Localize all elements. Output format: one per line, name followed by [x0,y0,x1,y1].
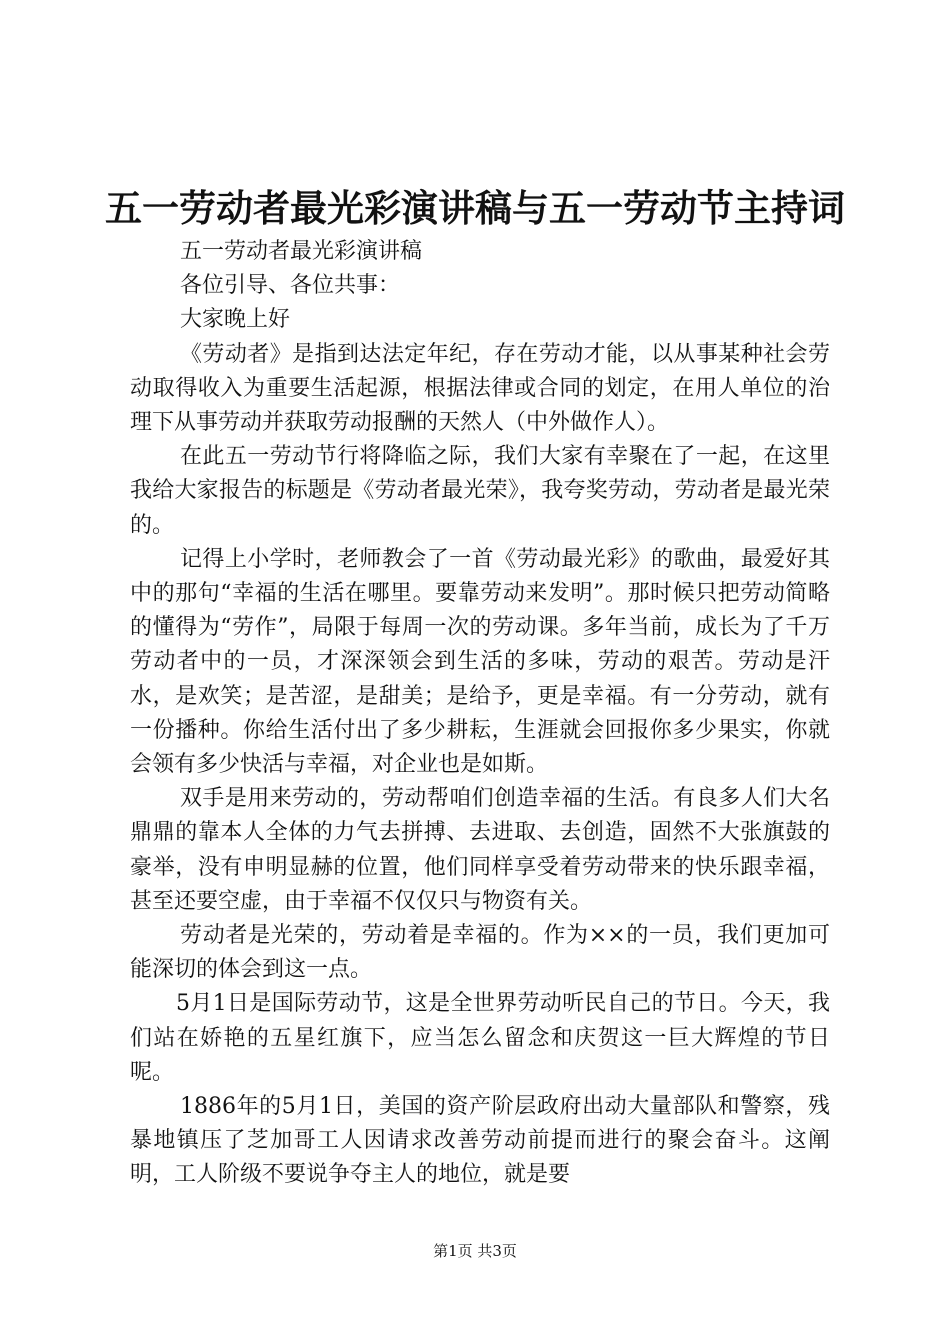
page-title: 五一劳动者最光彩演讲稿与五一劳动节主持词 [105,186,845,230]
paragraph-hands: 双手是用来劳动的，劳动帮咱们创造幸福的生活。有良多人们大名鼎鼎的靠本人全体的力气去拼搏、去进取、去创造，固然不大张旗鼓的豪举，没有申明显赫的位置，他们同样享受着劳动带来的快乐跟幸福，甚至还要空虚，由于幸福不仅仅只与物资有关。 [130,786,830,914]
paragraph-definition: 《劳动者》是指到达法定年纪，存在劳动才能，以从事某种社会劳动取得收入为重要生活起源，根据法律或合同的划定，在用人单位的治理下从事劳动并获取劳动报酬的天然人（中外做作人）。 [130,341,830,436]
paragraph-subtitle: 五一劳动者最光彩演讲稿 [180,239,423,264]
page-number: 第1页 共3页 [433,1242,517,1260]
paragraph-intro: 在此五一劳动节行将降临之际，我们大家有幸聚在了一起，在这里我给大家报告的标题是《劳动者最光荣》，我夸奖劳动，劳动者是最光荣的。 [130,444,830,538]
paragraph-may-day: 5月1日是国际劳动节，这是全世界劳动听民自己的节日。今天，我们站在娇艳的五星红旗下，应当怎么留念和庆贺这一巨大辉煌的节日呢。 [130,991,830,1085]
document-body [130,235,830,1193]
paragraph-salutation: 各位引导、各位共事： [180,273,401,299]
paragraph-history: 1886年的5月1日，美国的资产阶层政府出动大量部队和警察，残暴地镇压了芝加哥工人因请求改善劳动前提而进行的聚会奋斗。这阐明，工人阶级不要说争夺主人的地位，就是要 [130,1094,830,1188]
paragraph-glory: 劳动者是光荣的，劳动着是幸福的。作为××的一员，我们更加可能深切的体会到这一点。 [130,923,830,983]
paragraph-greeting: 大家晚上好 [180,307,291,333]
paragraph-memory: 记得上小学时，老师教会了一首《劳动最光彩》的歌曲，最爱好其中的那句“幸福的生活在哪里。要靠劳动来发明”。那时候只把劳动简略的懂得为“劳作”，局限于每周一次的劳动课。多年当前，成长为了千万劳动者中的一员，才深深领会到生活的多味，劳动的艰苦。劳动是汗水，是欢笑；是苦涩，是甜美；是给予，更是幸福。有一分劳动，就有一份播种。你给生活付出了多少耕耘，生涯就会回报你多少果实，你就会领有多少快活与幸福，对企业也是如斯。 [130,546,830,778]
